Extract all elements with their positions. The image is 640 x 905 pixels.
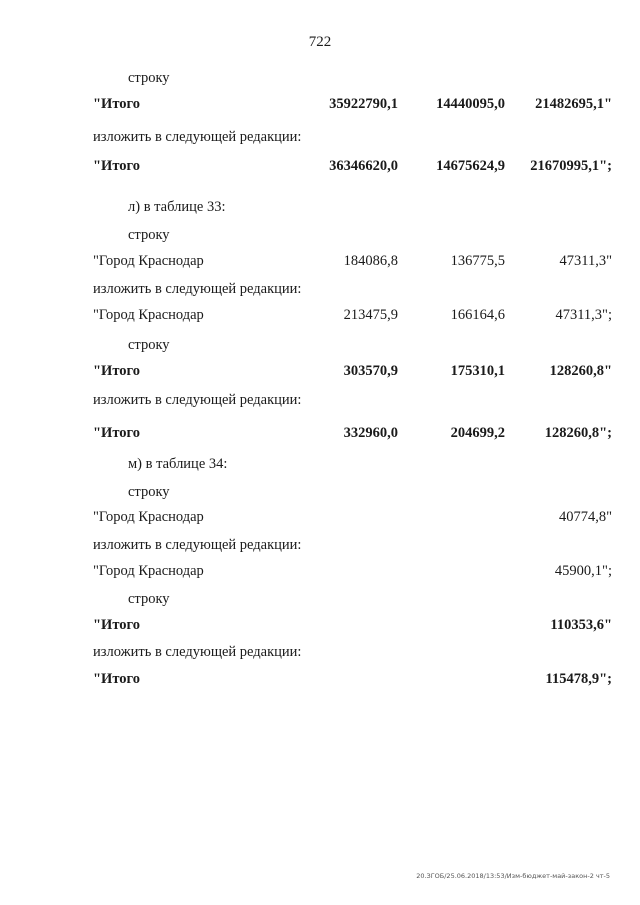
row-value-c1: 213475,9 — [343, 307, 398, 323]
text-line: м) в таблице 34: — [128, 456, 228, 472]
row-value-c3: 47311,3"; — [555, 307, 612, 323]
row-label: "Итого — [93, 158, 140, 174]
row-value-c2: 166164,6 — [450, 307, 505, 323]
row-label: "Итого — [93, 617, 140, 633]
row-value-c1: 303570,9 — [343, 363, 398, 379]
row-value-c3: 115478,9"; — [545, 671, 612, 687]
row-label: "Город Краснодар — [93, 307, 204, 323]
text-line: изложить в следующей редакции: — [93, 281, 302, 297]
row-value-c3: 128260,8" — [549, 363, 612, 379]
row-value-c1: 35922790,1 — [329, 96, 398, 112]
row-value-c3: 45900,1"; — [554, 563, 612, 579]
row-value-c3: 110353,6" — [550, 617, 612, 633]
text-line: строку — [128, 227, 170, 243]
row-value-c1: 332960,0 — [343, 425, 398, 441]
row-value-c3: 47311,3" — [559, 253, 612, 269]
row-value-c2: 14675624,9 — [436, 158, 505, 174]
text-line: изложить в следующей редакции: — [93, 129, 302, 145]
row-label: "Город Краснодар — [93, 509, 204, 525]
text-line: л) в таблице 33: — [128, 199, 226, 215]
row-label: "Город Краснодар — [93, 253, 204, 269]
page-number: 722 — [308, 34, 332, 50]
row-value-c3: 40774,8" — [558, 509, 612, 525]
text-line: строку — [128, 484, 170, 500]
row-value-c3: 21670995,1"; — [530, 158, 612, 174]
row-label: "Итого — [93, 96, 140, 112]
text-line: изложить в следующей редакции: — [93, 644, 302, 660]
row-value-c3: 21482695,1" — [535, 96, 612, 112]
row-value-c1: 184086,8 — [343, 253, 398, 269]
text-line: изложить в следующей редакции: — [93, 537, 302, 553]
text-line: изложить в следующей редакции: — [93, 392, 302, 408]
text-line: строку — [128, 337, 170, 353]
row-value-c2: 204699,2 — [450, 425, 505, 441]
text-line: строку — [128, 591, 170, 607]
row-label: "Итого — [93, 425, 140, 441]
row-label: "Итого — [93, 363, 140, 379]
text-line: строку — [128, 70, 170, 86]
footer-stamp: 20.ЗГОБ/25.06.2018/13:53/Изм-бюджет-май-закон-2 чт-5 — [416, 872, 610, 880]
row-value-c1: 36346620,0 — [329, 158, 398, 174]
row-value-c2: 136775,5 — [450, 253, 505, 269]
row-label: "Город Краснодар — [93, 563, 204, 579]
row-label: "Итого — [93, 671, 140, 687]
row-value-c3: 128260,8"; — [544, 425, 612, 441]
row-value-c2: 175310,1 — [450, 363, 505, 379]
row-value-c2: 14440095,0 — [436, 96, 505, 112]
